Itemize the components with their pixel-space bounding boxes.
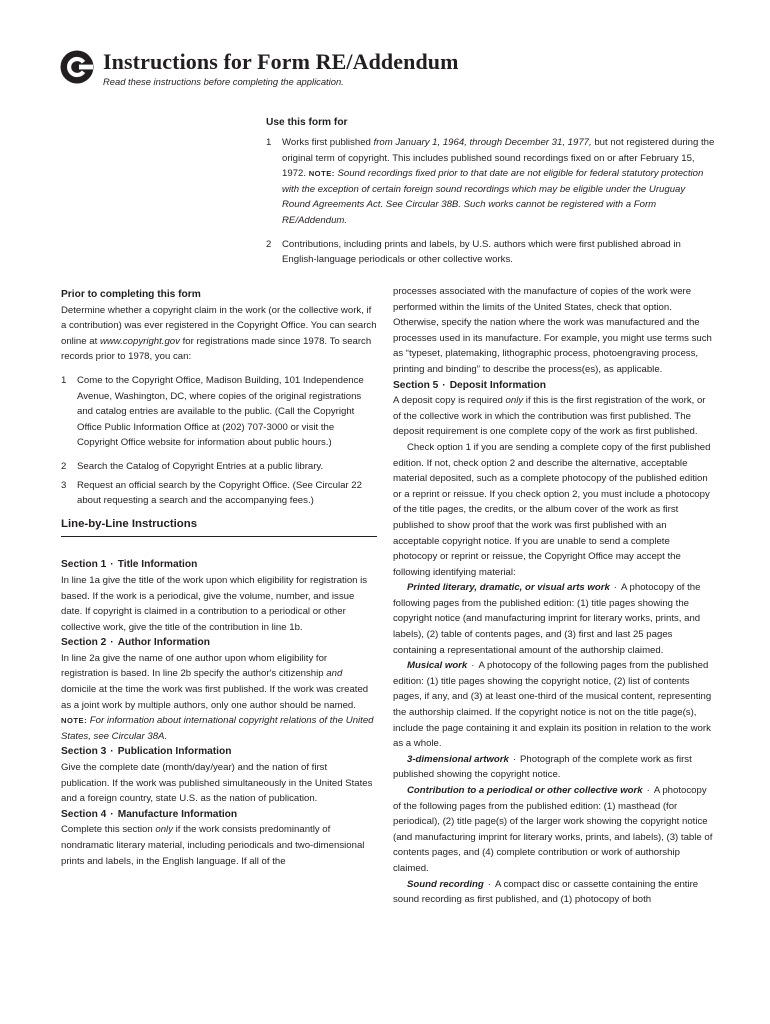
item-number: 1 [61, 374, 67, 386]
item-text: Come to the Copyright Office, Madison Building, 101 Independence Avenue, Washington, DC, where copies of the original registrations and catalog entries are available to the public. (Call the Copyright Office Public Information Office at (202) 707-3000 or visit the Copyright Office website for information about public hours.) [77, 374, 364, 449]
item-text: but not registered during the original term of copyright. This includes published sound recordings fixed on or after February 15, 1972. [282, 137, 715, 180]
section-text: if the work consists predominantly of nondramatic literary material, including periodicals and two-dimensional prints and labels, in the English language. If all of the [61, 824, 365, 867]
item-number: 3 [61, 479, 67, 491]
musical-work-paragraph [393, 658, 715, 752]
section-text: domicile at the time the work was first published. If the work was created as a joint work by multiple authors, only one author should be named. [61, 684, 369, 711]
section-4-continued-text: processes associated with the manufacture of copies of the work were performed within the limits of the United States, check that option. Otherwise, specify the nation where the work was manufactured and the processes used in its manufacture. For example, you might use terms such as “typeset, platemaking, lithographic process, photoengraving process, printing and binding” to describe the process(es), as applicable. [393, 286, 712, 375]
section-label: Section 4 [61, 808, 107, 820]
section-title: Title Information [117, 559, 198, 571]
section-3-heading [61, 744, 377, 760]
page-title: Instructions for Form RE/Addendum [103, 49, 459, 74]
item-text: Works first published [282, 137, 374, 148]
3d-artwork-paragraph [393, 752, 715, 783]
contribution-paragraph [393, 783, 715, 877]
section-2-heading [61, 635, 377, 651]
item-date-range: from January 1, 1964, through December 31, 1977, [373, 137, 592, 148]
separator: · [487, 878, 491, 890]
section-5-paragraph-2: Check option 1 if you are sending a complete copy of the first published edition. If not, check option 2 and describe the alternative, acceptable material deposited, such as a complete photocopy of the published edition or a reprint or reissue. If you check option 2, you must include a photocopy of the title pages, the credits, or the album cover of the work as first published to show proof that the work was first published with an acceptable copyright notice. If you are unable to send a complete photocopy or reprint or reissue, the Copyright Office may accept the following identifying material: [393, 441, 711, 578]
section-3-text: Give the complete date (month/day/year) and the nation of first publication. If the work was published simultaneously in the United States and a foreign country, state U.S. as the nation of publication. [61, 762, 373, 805]
item-text: Request an official search by the Copyright Office. (See Circular 22 about requesting a search and the accompanying fees.) [77, 479, 362, 507]
copyright-website-link[interactable]: www.copyright.gov [99, 335, 180, 347]
deposit-type-label: Musical work [407, 660, 468, 672]
section-text: Complete this section [61, 824, 156, 836]
printed-work-paragraph [393, 580, 715, 658]
deposit-type-text: A photocopy of the following pages from the published edition: (1) title pages showing the copyright notice (and manufacturing imprint for literary works, prints, and labels), (2) table of contents pages, and (3) first and last 25 pages containing a representational amount of the authorship claimed. [393, 582, 701, 656]
section-title: Manufacture Information [117, 808, 238, 820]
separator: · [110, 637, 114, 649]
item-number: 2 [61, 460, 67, 472]
item-text: Contributions, including prints and labels, by U.S. authors which were first published abroad in English-language periodicals or other collective works. [282, 238, 681, 266]
section-4-text [61, 822, 377, 869]
prior-item-1 [61, 373, 377, 451]
right-column [393, 284, 715, 908]
section-text: if this is the first registration of the work, or of the collective work in which the contribution was first published. The deposit requirement is one complete copy of the work as first published. [393, 395, 706, 438]
prior-paragraph [61, 303, 377, 365]
note-text: Sound recordings fixed prior to that date are not eligible for federal statutory protection with the exception of certain foreign sound recordings which may be eligible under the Uruguay Round Agreements Act. See Circular 38B. Such works cannot be registered with a Form RE/Addendum. [282, 168, 704, 226]
prior-text: Determine whether a copyright claim in the work (or the collective work, if a contribution) was ever registered in the Copyright Office. You can search online at [61, 304, 377, 347]
line-by-line-heading: Line-by-Line Instructions [61, 517, 377, 538]
section-1-heading [61, 557, 377, 573]
section-label: Section 1 [61, 559, 107, 571]
section-emphasis: only [155, 824, 173, 836]
sound-recording-paragraph [393, 877, 715, 908]
deposit-type-label: Contribution to a periodical or other collective work [407, 785, 643, 796]
prior-item-3 [61, 478, 377, 509]
section-4-heading [61, 807, 377, 823]
note-text: For information about international copyright relations of the United States, see Circular 38A. [61, 715, 374, 742]
page-subtitle: Read these instructions before completing the application. [103, 76, 344, 87]
use-form-section [266, 117, 716, 276]
note-label: NOTE: [308, 169, 335, 179]
separator: · [110, 559, 114, 571]
section-text: In line 2a give the name of one author upon whom eligibility for registration is based. In line 2b specify the author's citizenship [61, 652, 328, 680]
prior-heading: Prior to completing this form [61, 289, 201, 300]
separator: · [646, 785, 650, 796]
separator: · [442, 379, 446, 391]
deposit-type-text: A photocopy of the following pages from the published edition: (1) title pages showing the copyright notice, (2) list of contents pages, if any, and (3) at least one-third of the musical content, representing the authorship claimed. If the copyright notice is not on the title page(s), include the page containing it and explain its position in relation to the work as a whole. [393, 660, 712, 750]
deposit-type-text: A photocopy of the following pages from the published edition: (1) masthead (for periodical), (2) title page(s) of the larger work showing the copyright notice (and manufacturing imprint for literary works, prints, and labels), (3) table of contents pages, and (4) complete contribution or work of authorship claimed. [393, 785, 713, 874]
deposit-type-label: 3-dimensional artwork [407, 753, 509, 765]
section-label: Section 2 [61, 637, 107, 649]
item-number: 1 [266, 137, 272, 148]
section-text: A deposit copy is required [393, 395, 506, 407]
use-form-heading: Use this form for [266, 117, 348, 128]
separator: · [110, 746, 114, 758]
section-5-heading [393, 378, 715, 394]
prior-item-2 [61, 459, 377, 475]
section-emphasis: and [326, 668, 343, 680]
section-1-text: In line 1a give the title of the work upon which eligibility for registration is based. If the work is a periodical, give the volume, number, and issue date. If copyright is claimed in a contribution to a periodical or other collective work, give the title of the contribution in line 1b. [61, 574, 368, 633]
deposit-type-text: A compact disc or cassette containing the entire sound recording as first published, and (1) photocopy of both [393, 878, 699, 906]
note-label: NOTE: [61, 716, 88, 726]
section-2-text [61, 651, 377, 745]
separator: · [471, 660, 475, 672]
separator: · [512, 753, 517, 765]
section-label: Section 3 [61, 746, 107, 758]
section-emphasis: only [505, 395, 524, 407]
section-label: Section 5 [393, 379, 439, 391]
deposit-type-label: Printed literary, dramatic, or visual arts work [407, 582, 610, 594]
copyright-office-c-logo-icon [60, 50, 94, 84]
use-form-item-2 [266, 237, 716, 268]
section-title: Deposit Information [449, 379, 546, 391]
separator: · [110, 808, 114, 820]
section-title: Author Information [117, 637, 210, 649]
deposit-type-label: Sound recording [407, 878, 484, 890]
section-title: Publication Information [117, 746, 232, 758]
section-5-paragraph-1 [393, 393, 715, 440]
left-column [61, 287, 377, 869]
item-number: 2 [266, 238, 272, 250]
item-text: Search the Catalog of Copyright Entries at a public library. [77, 460, 324, 472]
deposit-type-text: Photograph of the complete work as first published showing the copyright notice. [393, 753, 692, 781]
prior-text: for registrations made since 1978. To search records prior to 1978, you can: [61, 335, 372, 363]
separator: · [613, 582, 617, 594]
use-form-item-1 [266, 135, 716, 229]
